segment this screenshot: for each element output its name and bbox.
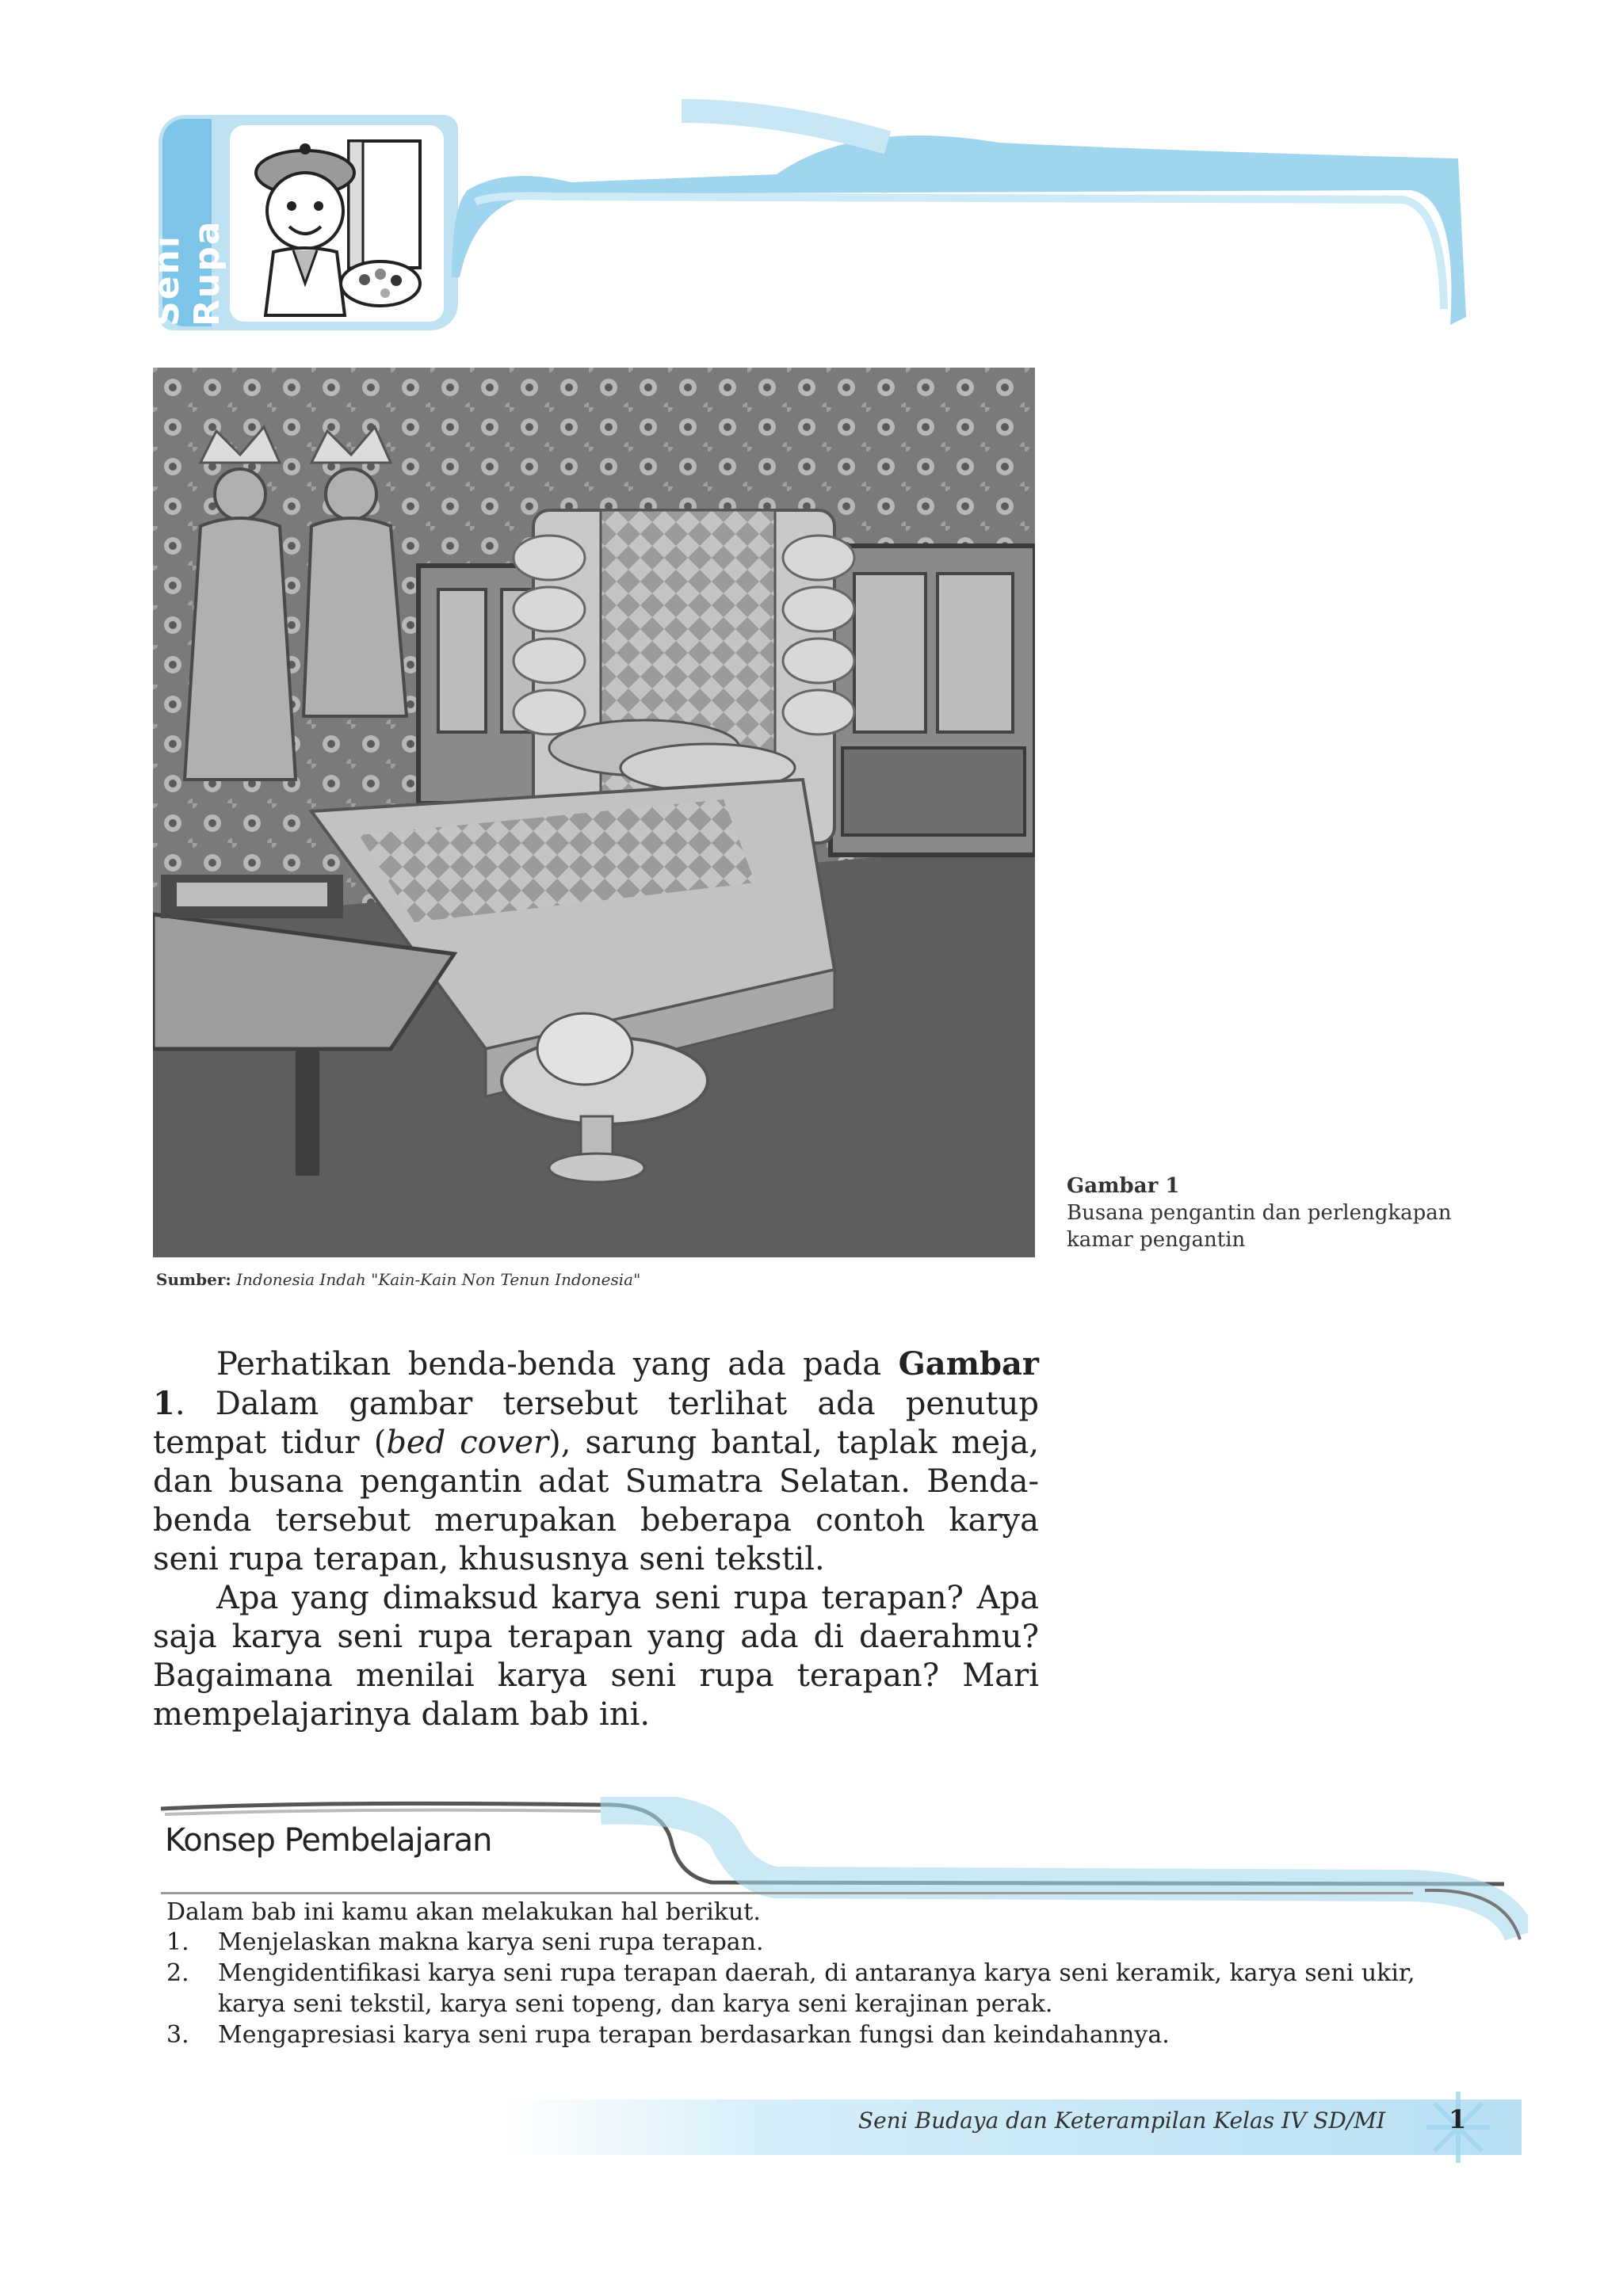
page-number: 1 <box>1449 2104 1467 2134</box>
header-swoosh-decoration <box>444 95 1490 333</box>
konsep-list <box>166 1927 1419 2050</box>
konsep-intro: Dalam bab ini kamu akan melakukan hal berikut. <box>166 1898 761 1926</box>
konsep-title: Konsep Pembelajaran <box>165 1822 492 1859</box>
section-label: Seni Rupa <box>147 219 227 326</box>
figure-caption <box>1067 1173 1510 1253</box>
caption-title: Gambar 1 <box>1067 1174 1180 1198</box>
caption-text: Busana pengantin dan perlengkapan kamar pengantin <box>1067 1201 1452 1252</box>
figure-photo <box>153 368 1035 1257</box>
list-item: 2. Mengidentifikasi karya seni rupa terapan daerah, di antaranya karya seni keramik, karya seni ukir, karya seni tekstil, karya seni topeng, dan karya seni kerajinan perak. <box>166 1959 1415 2018</box>
list-item: 3. Mengapresiasi karya seni rupa terapan berdasarkan fungsi dan keindahannya. <box>166 2021 1170 2049</box>
footer-book-title: Seni Budaya dan Keterampilan Kelas IV SD/MI <box>857 2107 1385 2134</box>
figure-source: Sumber: Indonesia Indah "Kain-Kain Non Tenun Indonesia" <box>156 1270 641 1289</box>
painter-child-icon <box>230 125 444 322</box>
body-text <box>153 1344 1039 1734</box>
paragraph-2: Apa yang dimaksud karya seni rupa terapan? Apa saja karya seni rupa terapan yang ada di daerahmu? Bagaimana menilai karya seni rupa terapan? Mari mempelajarinya dalam bab ini. <box>153 1580 1039 1733</box>
paragraph-1: Perhatikan benda-benda yang ada pada Gambar 1. Dalam gambar tersebut terlihat ada penutup tempat tidur (bed cover), sarung bantal, taplak meja, dan busana pengantin adat Sumatra Selatan. Benda-benda tersebut merupakan beberapa contoh karya seni rupa terapan, khususnya seni tekstil. <box>153 1345 1040 1577</box>
list-item: 1. Menjelaskan makna karya seni rupa terapan. <box>166 1928 764 1956</box>
